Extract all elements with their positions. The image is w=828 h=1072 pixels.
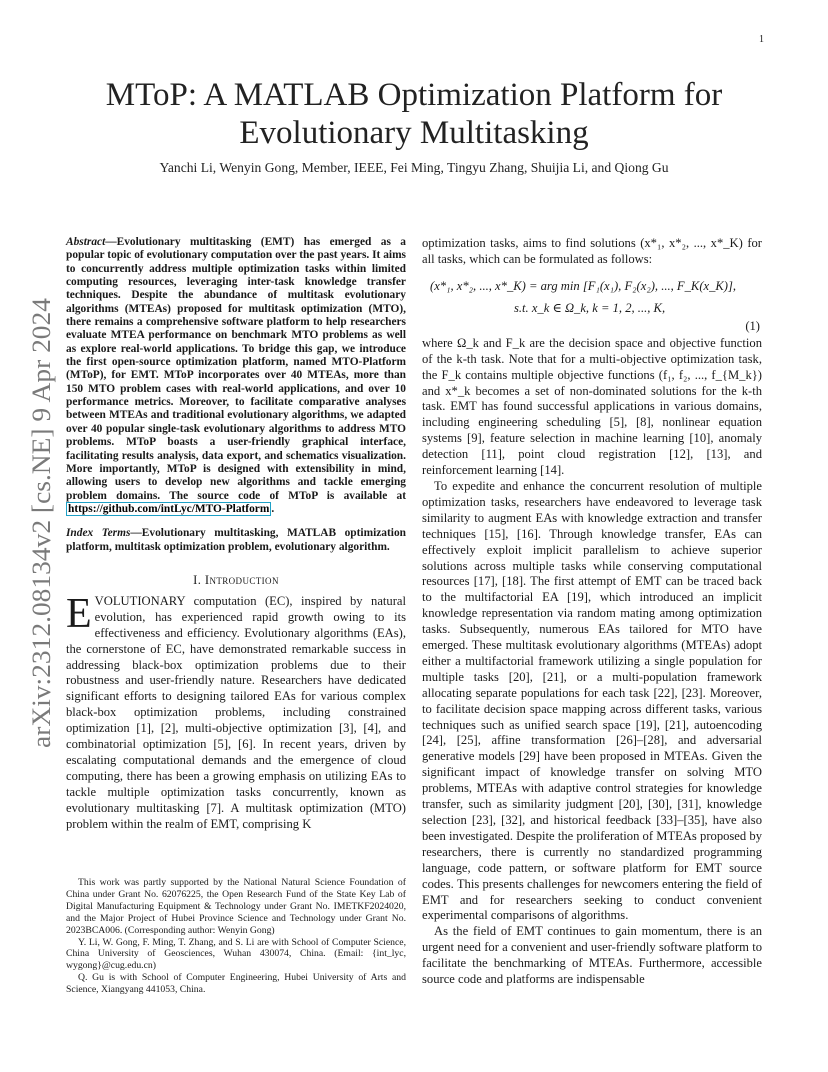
- affiliation-footnote-1: Y. Li, W. Gong, F. Ming, T. Zhang, and S. Li are with School of Computer Science, China University of Geosciences, Wuhan 430074, China. (Email: {int_lyc, wygong}@cug.edu.cn): [66, 936, 406, 972]
- abstract-end: .: [271, 502, 275, 515]
- intro-paragraph: [66, 590, 406, 833]
- equation-number: (1): [745, 318, 760, 333]
- equation-line-1: (x*₁, x*₂, ..., x*_K) = arg min [F₁(x₁), F₂(x₂), ..., F_K(x_K)],: [430, 278, 737, 293]
- equation-1: [422, 272, 762, 332]
- abstract-text: —Evolutionary multitasking (EMT) has emerged as a popular topic of evolutionary computation over the past years. It aims to concurrently address multiple optimization tasks within limited computing resources, leveraging inter-task knowledge transfer techniques. Despite the abundance of multitask evolutionary algorithms (MTEAs) proposed for multitask optimization (MTO), there remains a comprehensive software platform to help researchers evaluate MTEA performance on benchmark MTO problems as well as explore real-world applications. To bridge this gap, we introduce the first open-source optimization platform, named MTO-Platform (MToP), for EMT. MToP incorporates over 40 MTEAs, more than 150 MTO problem cases with real-world applications, and over 10 performance metrics. Moreover, to facilitate comparative analyses between MTEAs and traditional evolutionary algorithms, we adapted over 40 popular single-task evolutionary algorithms to address MTO problems. MToP boasts a user-friendly graphical interface, facilitating results analysis, data export, and schematics visualization. More importantly, MToP is designed with extensibility in mind, allowing users to develop new algorithms and tackle emerging problem domains. The source code of MToP is available at: [66, 236, 406, 502]
- page-number: 1: [759, 34, 764, 45]
- authors: Yanchi Li, Wenyin Gong, Member, IEEE, Fei Ming, Tingyu Zhang, Shuijia Li, and Qiong Gu: [159, 160, 669, 175]
- affiliation-footnote-2: Q. Gu is with School of Computer Engineering, Hubei University of Arts and Science, Xiangyang 441053, China.: [66, 972, 406, 996]
- section-heading: [66, 572, 406, 588]
- arxiv-stamp: [10, 292, 64, 752]
- right-paragraph-1: optimization tasks, aims to find solutions (x*₁, x*₂, ..., x*_K) for all tasks, which can be formulated as follows:: [422, 236, 762, 266]
- arxiv-stamp-text: arXiv:2312.08134v2 [cs.NE] 9 Apr 2024: [26, 313, 56, 748]
- arxiv-stamp-graphic: [10, 292, 64, 752]
- source-code-link[interactable]: https://github.com/intLyc/MTO-Platform: [68, 502, 270, 515]
- funding-footnote: This work was partly supported by the National Natural Science Foundation of China under Grant No. 62076225, the Open Research Fund of the State Key Lab of Digital Manufacturing Equipment & Technology under Grant No. IMETKF2024020, and the Major Project of Hubei Province Science and Technology under Grant No. 2023BCA006. (Corresponding author: Wenyin Gong): [66, 877, 406, 936]
- equation-line-2: s.t. x_k ∈ Ω_k, k = 1, 2, ..., K,: [514, 300, 666, 315]
- abstract: [66, 236, 406, 516]
- intro-text: VOLUTIONARY computation (EC), inspired by natural evolution, has experienced rapid growth owing to its effectiveness and efficiency. Evolutionary algorithms (EAs), the cornerstone of EC, have demonstrated remarkable success in addressing black-box optimization problems due to their robustness and user-friendly nature. Researchers have dedicated significant efforts to designing tailored EAs for various complex black-box optimization problems, including constrained optimization [1], [2], multi-objective optimization [3], [4], and combinatorial optimization [5], [6]. In recent years, driven by escalating computational demands and the emergence of cloud computing, there has been a growing emphasis on utilizing EAs to tackle multiple optimization tasks concurrently, known as evolutionary multitasking [7]. A multitask optimization (MTO) problem within the realm of EMT, comprising K: [66, 593, 406, 831]
- section-title: Introduction: [204, 572, 279, 587]
- author-list: [64, 159, 764, 177]
- index-terms-text: —Evolutionary multitasking, MATLAB optimization platform, multitask optimization problem, evolutionary algorithm.: [66, 527, 406, 553]
- abstract-label: Abstract: [66, 236, 106, 248]
- right-column: [422, 236, 762, 988]
- right-paragraph-4: As the field of EMT continues to gain momentum, there is an urgent need for a convenient and user-friendly software platform to facilitate the benchmarking of MTEAs. Furthermore, accessible source code and platforms are indispensable: [422, 924, 762, 987]
- drop-cap: E: [66, 590, 92, 637]
- section-number: I.: [193, 572, 202, 587]
- left-column: [66, 236, 406, 833]
- index-terms-label: Index Terms: [66, 527, 131, 540]
- title-line-2: Evolutionary Multitasking: [239, 115, 589, 151]
- index-terms: [66, 527, 406, 554]
- paper-title: [64, 76, 764, 152]
- right-paragraph-3: To expedite and enhance the concurrent resolution of multiple optimization tasks, researchers have endeavored to leverage task similarity to augment EAs with knowledge extraction and transfer techniques [15], [16]. Through knowledge transfer, EAs can effectively exploit implicit parallelism to achieve superior solutions across multiple tasks while conserving computational resources [17], [18]. The first attempt of EMT can be traced back to the multifactorial EA [19], which introduced an implicit knowledge representation via random mating among optimization tasks. Subsequently, numerous EAs tailored for MTO have emerged. These multitask evolutionary algorithms (MTEAs) adopt either a multifactorial framework utilizing a single population for multiple tasks [20], [21], or a multi-population framework allocating separate populations for each task [22], [23]. Moreover, to facilitate decision space mapping across different tasks, various techniques such as unified search space [19], [21], autoencoding [24], [25], affine transformation [26]–[28], and adversarial generative models [29] have been proposed in MTEAs. Given the significant impact of knowledge transfer on solving MTO problems, MTEAs with adaptive control strategies for knowledge transfer, such as similarity judgment [20], [30], [31], knowledge selection [23], [32], and historical feedback [33]–[35], have also been investigated. Despite the proliferation of MTEAs proposed by researchers, there is currently no standardized programming language, code pattern, or software platform for EMT source codes. This presents challenges for newcomers entering the field of EMT and for researchers seeking to conduct convenient experimental comparisons of algorithms.: [422, 478, 762, 923]
- footnotes: [66, 877, 406, 996]
- right-paragraph-2: where Ω_k and F_k are the decision space and objective function of the k-th task. Note that for a multi-objective optimization task, the F_k contains multiple objective functions (f₁, f₂, ..., f_{M_k}) and x*_k becomes a set of non-dominated solutions for the k-th task. EMT has found successful applications in various domains, including engineering scheduling [5], [8], nonlinear equation systems [9], feature selection in machine learning [10], anomaly detection [11], point cloud registration [12], [13], and reinforcement learning [14].: [422, 335, 762, 478]
- title-line-1: MToP: A MATLAB Optimization Platform for: [105, 77, 723, 113]
